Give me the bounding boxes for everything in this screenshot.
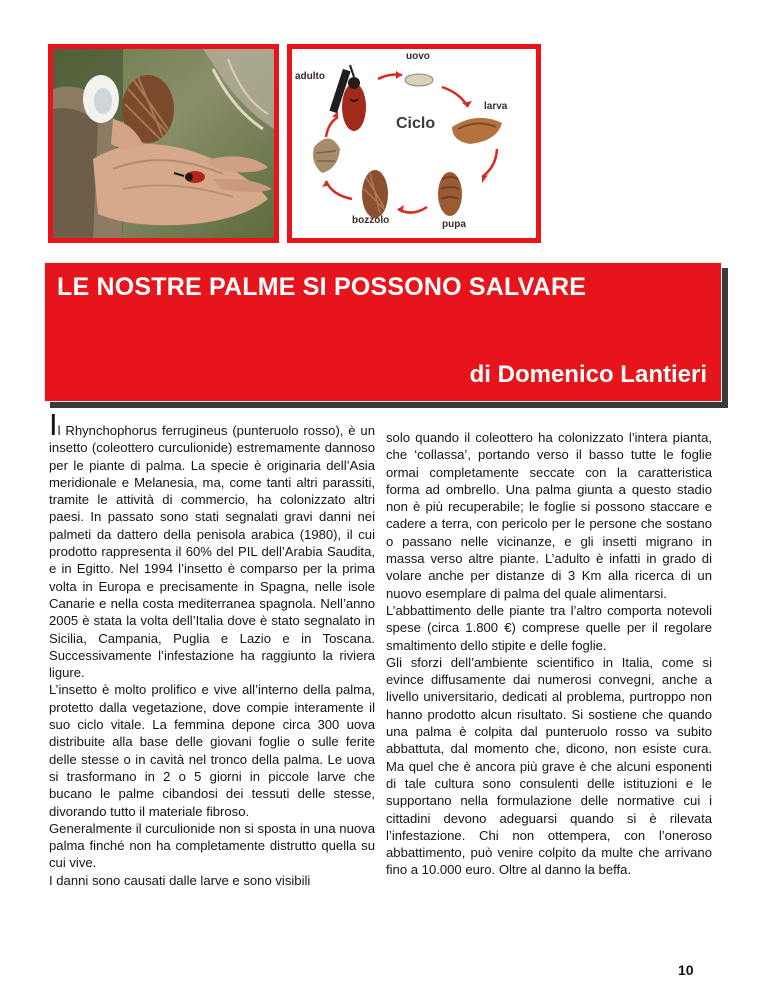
- cycle-artwork: [292, 49, 536, 238]
- paragraph-migration: Generalmente il curculionide non si sposta in una nuova palma finché non ha completamente distrutto quella su cui vive.: [49, 820, 375, 871]
- article-title: LE NOSTRE PALME SI POSSONO SALVARE: [57, 273, 587, 301]
- paragraph-damage-start: I danni sono causati dalle larve e sono visibili: [49, 872, 311, 888]
- hand-weevil-illustration: [53, 49, 274, 238]
- cycle-label-adult: adulto: [295, 71, 325, 82]
- cycle-label-egg: uovo: [406, 51, 430, 62]
- paragraph-intro-text: l Rhynchophorus ferrugineus (punteruolo rosso), è un insetto (coleottero curculionide) estremamente dannoso per le piante di palma. La specie è originaria dell’Asia meridionale e Melanesia, ma, come tanti altri parassiti, tramite le attività di commercio, ha colonizzato altri paesi. In passato sono stati segnalati gravi danni nei palmeti da dattero della penisola arabica (1980), il cui prodotto rappresenta il 60% del PIL dell’Arabia Saudita, e in Egitto. Nel 1994 l’insetto è comparso per la prima volta in Europa e precisamente in Spagna, nelle isole Canarie e nella costa mediterranea spagnola. Nell’anno 2005 è stata la volta dell’Italia dove è stato segnalato in Sicilia, Campania, Puglia e Lazio e in Toscana. Successivamente l’infestazione ha raggiunto la riviera ligure.: [49, 423, 375, 681]
- title-banner: [44, 262, 722, 402]
- paragraph-damage-continued: solo quando il coleottero ha colonizzato l’intera pianta, che ‘collassa’, portando verso il basso tutte le foglie ormai completamente seccate con la caratteristica forma ad ombrello. Una palma giunta a questo stadio non è più recuperabile; le foglie si possono staccare e cadere a terra, con pericolo per le persone che sostano o passano nelle vicinanze, e gli insetti migrano in massa verso altre piante. L’adulto è infatti in grado di volare anche per distanze di 3 Km alla ricerca di un nuovo esemplare di palma del quale alimentarsi.: [386, 430, 712, 601]
- paragraph-science: Gli sforzi dell’ambiente scientifico in Italia, come si evince diffusamente dai numerosi convegni, anche a livello universitario, dedicati al problema, purtroppo non hanno prodotto alcun risultato. Si sostiene che quando una palma è colpita dal punteruolo rosso va subito abbattuta, dal momento che, dicono, non esiste cura. Ma quel che è ancora più grave è che alcuni esponenti di tale cultura sono consulenti delle istituzioni e le supportano nella formulazione delle normative cui i cittadini devono adeguarsi quando si è rilevata l’infestazione. Chi non ottempera, con l’oneroso abbattimento, può venire colpito da multe che arrivano fino a 10.000 euro. Oltre al danno la beffa.: [386, 654, 712, 878]
- dropcap-letter: I: [49, 407, 58, 442]
- paragraph-intro: [49, 407, 375, 681]
- photo-hand-weevil: [48, 44, 279, 243]
- paragraph-costs: L’abbattimento delle piante tra l’altro comporta notevoli spese (circa 1.800 €) comprese quelle per il regolare smaltimento dello stipite e delle foglie.: [386, 602, 712, 653]
- cycle-label-larva: larva: [484, 101, 508, 112]
- cycle-label-cocoon: bozzolo: [352, 215, 390, 226]
- life-cycle-diagram: [287, 44, 541, 243]
- article-column-right: [386, 429, 712, 879]
- article-author: di Domenico Lantieri: [469, 361, 707, 388]
- cycle-label-pupa: pupa: [442, 219, 466, 230]
- article-column-left: [49, 407, 375, 889]
- paragraph-biology: L’insetto è molto prolifico e vive all’interno della palma, protetto dalla vegetazione, dove compie interamente il suo ciclo vitale. La femmina depone circa 300 uova distribuite alla base delle giovani foglie o sulle ferite delle stesse o in cavità nel tronco della palma. Le uova si trasformano in 2 o 5 giorni in piccole larve che bucano le palme cibandosi dei tessuti delle stesse, divorando tutto il materiale fibroso.: [49, 682, 375, 819]
- cycle-center-label: Ciclo: [396, 115, 436, 132]
- page-number: 10: [678, 962, 694, 978]
